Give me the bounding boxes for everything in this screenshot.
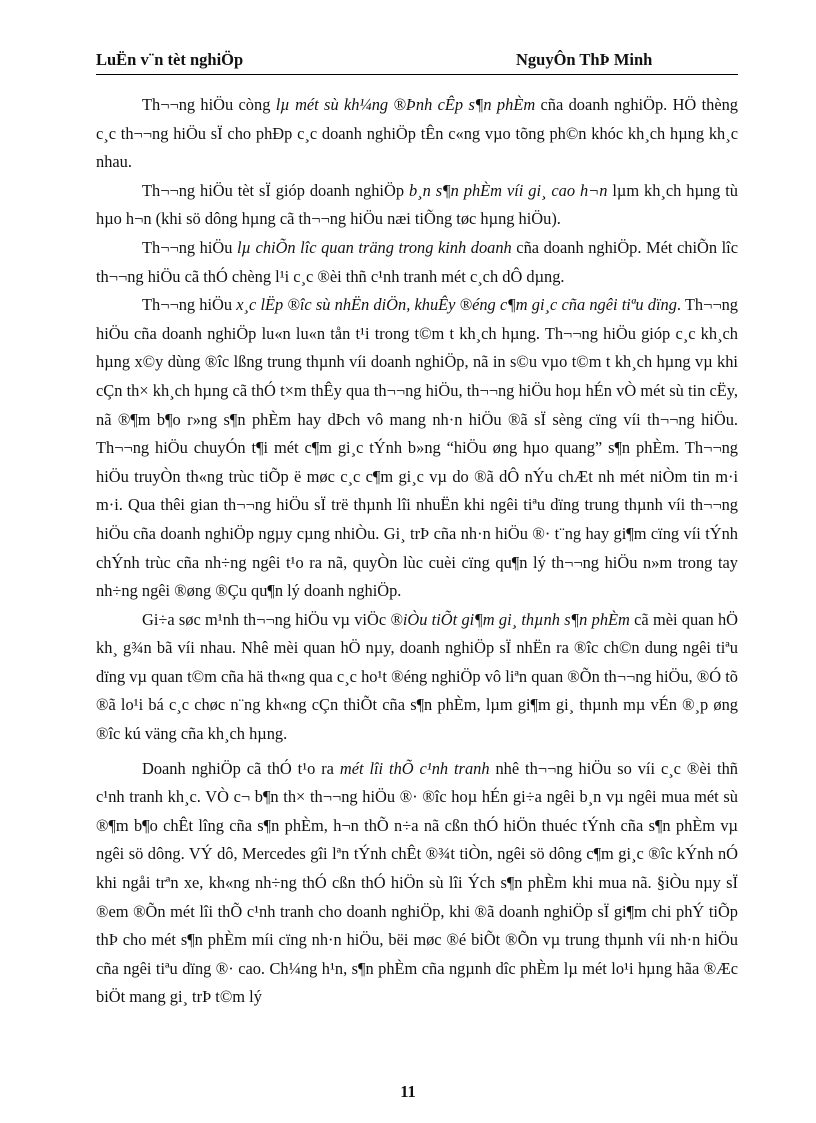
italic-phrase: ®iÒu tiÕt gi¶m gi¸ thµnh s¶n phÈm bbox=[390, 609, 630, 629]
header-author-name: NguyÔn ThÞ Minh bbox=[516, 50, 653, 69]
italic-phrase: b¸n s¶n phÈm víi gi¸ cao h¬n bbox=[408, 180, 608, 200]
page-header bbox=[96, 50, 738, 75]
italic-phrase: x¸c lËp ®îc sù nhËn diÖn, khuÊy ®éng c¶m gi¸c cña ngêi tiªu dïng bbox=[236, 295, 677, 315]
paragraph: Doanh nghiÖp cã thÓ t¹o ra mét lîi thÕ c¹nh tranh nhê th¬¬ng hiÖu so víi c¸c ®èi thñ c¹nh tranh kh¸c. VÒ c¬ b¶n th× th¬¬ng hiÖu ®· ®îc hoµ hÉn gi÷a ngêi b¸n vµ ngêi mua mét sù ®¶m b¶o chÊt lîng cña s¶n phÈm, h¬n thÕ n÷a nã cßn thÓ hiÖn thuéc tÝnh cña s¶n phÈm vµ ngêi sö dông. VÝ dô, Mercedes gîi lªn tÝnh chÊt ®¾t tiÒn, ngêi sö dông c¶m gi¸c ®îc kÝnh nÓ khi ngåi trªn xe, kh«ng nh÷ng thÓ cßn thÓ hiÖn sù lîi Ých s¶n phÈm khi mua nã. §iÒu nµy sÏ ®em ®Õn mét lîi thÕ c¹nh tranh cho doanh nghiÖp, khi ®ã doanh nghiÖp sÏ gi¶m chi phÝ tiÕp thÞ cho mét s¶n phÈm míi cïng nh·n hiÖu, bëi møc ®é biÕt ®Õn vµ trung thµnh víi nh·n hiÖu cña ngêi tiªu dïng ®· cao. Ch¼ng h¹n, s¶n phÈm cña ngµnh dîc phÈm lµ mét lo¹i hµng hãa ®Æc biÖt mang gi¸ trÞ t©m lý bbox=[96, 758, 738, 1007]
page-number: 11 bbox=[400, 1082, 416, 1101]
body-text bbox=[96, 91, 738, 1012]
italic-phrase: lµ mét sù kh¼ng ®Þnh cÊp s¶n phÈm bbox=[275, 95, 536, 114]
italic-phrase: mét lîi thÕ c¹nh tranh bbox=[339, 758, 490, 778]
header-thesis-title: LuËn v¨n tèt nghiÖp bbox=[96, 50, 244, 69]
italic-phrase: lµ chiÕn lîc quan träng trong kinh doanh bbox=[236, 237, 512, 257]
paragraph: Th¬¬ng hiÖu còng lµ mét sù kh¼ng ®Þnh cÊp s¶n phÈm cña doanh nghiÖp. HÖ thèng c¸c th¬¬ng hiÖu sÏ cho phÐp c¸c doanh nghiÖp tÊn c«ng vµo tõng ph©n khóc kh¸ch hµng kh¸c nhau. bbox=[96, 95, 738, 172]
paragraph: Th¬¬ng hiÖu tèt sÏ gióp doanh nghiÖp b¸n s¶n phÈm víi gi¸ cao h¬n lµm kh¸ch hµng tù hµo h¬n (khi sö dông hµng cã th¬¬ng hiÖu næi tiÕng tøc hµng hiÖu). bbox=[96, 180, 738, 229]
paragraph: Th¬¬ng hiÖu lµ chiÕn lîc quan träng trong kinh doanh cña doanh nghiÖp. Mét chiÕn lîc th¬¬ng hiÖu cã thÓ chèng l¹i c¸c ®èi thñ c¹nh tranh mét c¸ch dÔ dµng. bbox=[96, 237, 738, 286]
paragraph: Th¬¬ng hiÖu x¸c lËp ®îc sù nhËn diÖn, khuÊy ®éng c¶m gi¸c cña ngêi tiªu dïng. Th¬¬ng hiÖu cña doanh nghiÖp lu«n lu«n tån t¹i trong t©m t kh¸ch hµng. Th¬¬ng hiÖu gióp c¸c kh¸ch hµng x©y dùng ®îc lßng trung thµnh víi doanh nghiÖp, nã in s©u vµo t©m t kh¸ch hµng vµ khi cÇn th× kh¸ch hµng cã thÓ t×m thÊy qua th¬¬ng hiÖu, th¬¬ng hiÖu hoµ hÉn vÒ mét sù tin cËy, nã ®¶m b¶o r»ng s¶n phÈm hay dÞch vô mang nh·n hiÖu ®ã sÏ sèng cïng víi th¬¬ng hiÖu. Th¬¬ng hiÖu chuyÓn t¶i mét c¶m gi¸c tÝnh b»ng “hiÖu øng hµo quang” s¶n phÈm. Th¬¬ng hiÖu truyÒn th«ng trùc tiÕp ë møc c¸c c¶m gi¸c vµ do ®ã dÔ nÝu chÆt nh mét niÒm tin m·i m·i. Qua thêi gian th¬¬ng hiÖu sÏ trë thµnh lîi nhuËn khi ngêi tiªu dïng trung thµnh víi th¬¬ng hiÖu cña doanh nghiÖp ngµy cµng nhiÒu. Gi¸ trÞ cña nh·n hiÖu ®· t¨ng hay gi¶m cïng víi tÝnh chÝnh trùc cña nh÷ng ngêi t¹o ra nã, quyÒn lùc cuèi cïng qu¶n lý th¬¬ng hiÖu n»m trong tay nh÷ng ngêi ®øng ®Çu qu¶n lý doanh nghiÖp. bbox=[96, 295, 738, 601]
paragraph: Gi÷a søc m¹nh th¬¬ng hiÖu vµ viÖc ®iÒu tiÕt gi¶m gi¸ thµnh s¶n phÈm cã mèi quan hÖ kh¸ g¾n bã víi nhau. Nhê mèi quan hÖ nµy, doanh nghiÖp sÏ nhËn ra ®îc ch©n dung ngêi tiªu dïng vµ quan t©m cña hä th«ng qua c¸c ho¹t ®éng nghiÖp vô liªn quan ®Õn th¬¬ng hiÖu, ®Ó tõ ®ã lo¹i bá c¸c chøc n¨ng kh«ng cÇn thiÕt cña s¶n phÈm, lµm gi¶m gi¸ thµnh mµ vÉn ®¸p øng ®îc kú väng cña kh¸ch hµng. bbox=[96, 609, 738, 744]
